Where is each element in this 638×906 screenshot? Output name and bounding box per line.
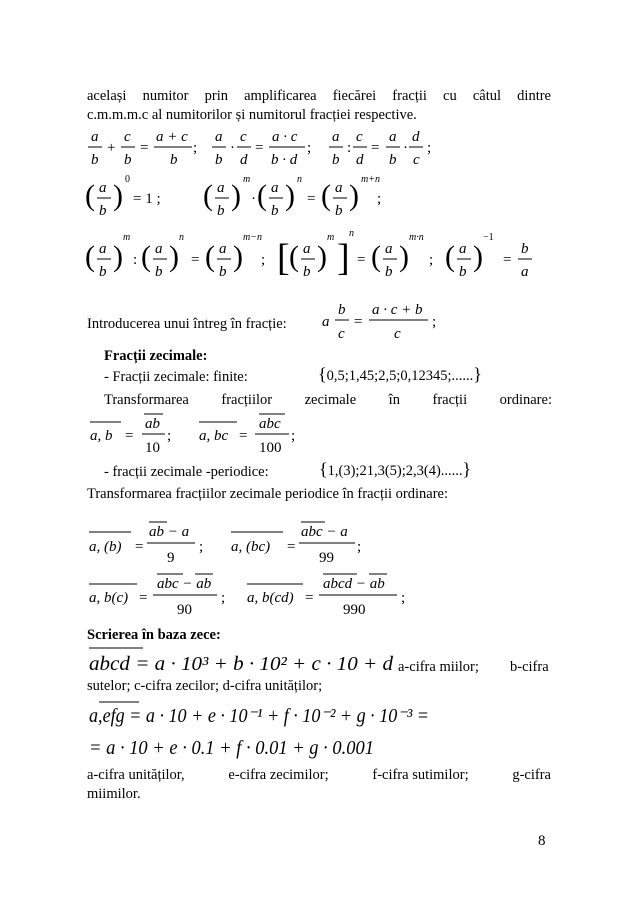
svg-text:·: · — [251, 191, 256, 207]
finite-label: - Fracții zecimale: finite: — [104, 369, 248, 385]
svg-text:(: ( — [85, 179, 95, 212]
svg-text:a: a — [303, 241, 311, 257]
svg-text:b · d: b · d — [271, 152, 298, 168]
svg-text:d: d — [356, 152, 364, 168]
svg-text:abc − ab: abc − ab — [157, 576, 212, 592]
svg-text:(: ( — [85, 240, 95, 273]
svg-text:[: [ — [277, 237, 290, 279]
svg-text:;: ; — [377, 191, 382, 207]
svg-text:a, b: a, b — [90, 428, 113, 444]
power-zero: 0 — [125, 174, 130, 185]
base10-desc-3: a-cifra unităților, e-cifra zecimilor; f-cifra sutimilor; g-cifra — [87, 767, 551, 783]
integer-in-fraction-expr — [320, 296, 440, 346]
periodic-label: - fracții zecimale -periodice: — [104, 464, 269, 480]
svg-text:): ) — [285, 179, 295, 212]
decimals-heading: Fracții zecimale: — [104, 348, 208, 364]
base10-expression — [87, 644, 397, 678]
svg-text:= 1 ;: = 1 ; — [133, 191, 161, 207]
decimal-expansion-expression-2 — [87, 732, 387, 762]
base10-desc-1a: a-cifra miilor; — [398, 659, 479, 675]
decimal-expansion-expression — [87, 696, 447, 730]
svg-text:n: n — [297, 174, 302, 185]
svg-text:(: ( — [257, 179, 267, 212]
svg-text:abc − a: abc − a — [301, 524, 348, 540]
svg-text:=: = — [287, 539, 296, 555]
svg-text:;: ; — [167, 428, 172, 444]
svg-text:b: b — [155, 264, 163, 280]
svg-text:b: b — [385, 264, 393, 280]
svg-text:=: = — [140, 140, 149, 156]
svg-text:): ) — [113, 179, 123, 212]
svg-text:ab: ab — [145, 416, 160, 432]
svg-text:a: a — [322, 314, 330, 330]
svg-text:a, b(c): a, b(c) — [89, 590, 129, 606]
svg-text:): ) — [113, 240, 123, 273]
svg-text:=: = — [125, 428, 134, 444]
svg-text:(: ( — [205, 240, 215, 273]
svg-text:b: b — [124, 152, 132, 168]
svg-text:=: = — [135, 539, 144, 555]
svg-text:m+n: m+n — [361, 174, 380, 185]
svg-text:abcd − ab: abcd − ab — [323, 576, 385, 592]
finite-set: {0,5;1,45;2,5;0,12345;......} — [318, 364, 482, 384]
svg-text:a: a — [459, 241, 467, 257]
svg-text:d: d — [412, 129, 420, 145]
fraction-operations — [85, 126, 445, 172]
svg-text:;: ; — [291, 428, 296, 444]
svg-text:;: ; — [357, 539, 362, 555]
svg-text:a: a — [271, 180, 279, 196]
svg-text:·: · — [403, 140, 408, 156]
intro-line-2: c.m.m.m.c al numitorilor și numitorul fracției respective. — [87, 107, 417, 123]
svg-text:b: b — [217, 203, 225, 219]
svg-text:a, b(cd): a, b(cd) — [247, 590, 294, 606]
svg-text:a: a — [99, 241, 107, 257]
svg-text:=: = — [354, 314, 363, 330]
base10-desc-2: sutelor; c-cifra zecilor; d-cifra unităților; — [87, 678, 323, 694]
svg-text:90: 90 — [177, 602, 192, 618]
svg-text:a: a — [335, 180, 343, 196]
svg-text:a: a — [99, 180, 107, 196]
svg-text:a · c + b: a · c + b — [372, 302, 423, 318]
periodic-expressions — [87, 518, 427, 628]
svg-text::: : — [133, 252, 138, 268]
svg-text:(: ( — [371, 240, 381, 273]
svg-text:b: b — [170, 152, 178, 168]
svg-text:a: a — [521, 264, 529, 280]
svg-text:b: b — [389, 152, 397, 168]
svg-text:a: a — [389, 129, 397, 145]
svg-text:=: = — [239, 428, 248, 444]
svg-text:990: 990 — [343, 602, 366, 618]
svg-text:b: b — [99, 203, 107, 219]
svg-text:b: b — [332, 152, 340, 168]
svg-text:100: 100 — [259, 440, 282, 456]
svg-text:b: b — [215, 152, 223, 168]
svg-text:=: = — [139, 590, 148, 606]
svg-text:m·n: m·n — [409, 232, 424, 243]
powers-row-2 — [85, 228, 555, 288]
svg-text:=: = — [307, 191, 316, 207]
svg-text:a: a — [385, 241, 393, 257]
svg-text:m−n: m−n — [243, 232, 262, 243]
svg-text:): ) — [231, 179, 241, 212]
svg-text:abcd = a · 10³ + b · 10² + c ·: abcd = a · 10³ + b · 10² + c · 10 + d — [89, 653, 395, 675]
svg-text:b: b — [271, 203, 279, 219]
svg-text:a, (bc): a, (bc) — [231, 539, 271, 555]
svg-text:=: = — [357, 252, 366, 268]
svg-text:a: a — [155, 241, 163, 257]
transform-line: Transformarea fracțiilor zecimale în fracții ordinare: — [104, 392, 552, 408]
svg-text:): ) — [349, 179, 359, 212]
svg-text:;: ; — [193, 140, 198, 156]
add-num-1: a — [91, 129, 99, 145]
svg-text:(: ( — [445, 240, 455, 273]
svg-text:a · c: a · c — [272, 129, 298, 145]
svg-text:a, (b): a, (b) — [89, 539, 122, 555]
svg-text:abc: abc — [259, 416, 281, 432]
svg-text:9: 9 — [167, 550, 175, 566]
svg-text:b: b — [459, 264, 467, 280]
integer-in-fraction-label: Introducerea unui întreg în fracție: — [87, 316, 287, 332]
svg-text:c: c — [356, 129, 363, 145]
svg-text:b: b — [521, 241, 529, 257]
svg-text:;: ; — [261, 252, 266, 268]
svg-text:−1: −1 — [483, 232, 494, 243]
svg-text:b: b — [303, 264, 311, 280]
svg-text:c: c — [394, 326, 401, 342]
svg-text:;: ; — [427, 140, 432, 156]
svg-text:c: c — [413, 152, 420, 168]
svg-text:c: c — [124, 129, 131, 145]
svg-text:·: · — [230, 140, 235, 156]
svg-text:a,efg = a · 10 + e · 10⁻¹ + f: a,efg = a · 10 + e · 10⁻¹ + f · 10⁻² + g · 10⁻³ = — [89, 705, 429, 727]
svg-text:;: ; — [432, 314, 437, 330]
svg-text:10: 10 — [145, 440, 160, 456]
add-den-1: b — [91, 152, 99, 168]
svg-text:b: b — [335, 203, 343, 219]
svg-text:;: ; — [221, 590, 226, 606]
svg-text:;: ; — [401, 590, 406, 606]
svg-text:b: b — [338, 302, 346, 318]
base10-desc-4: miimilor. — [87, 786, 141, 802]
svg-text:b: b — [219, 264, 227, 280]
svg-text:b: b — [99, 264, 107, 280]
svg-text:m: m — [243, 174, 251, 185]
svg-text:= a · 10 + e · 0.1 + f · 0.01: = a · 10 + e · 0.1 + f · 0.01 + g · 0.001 — [89, 737, 374, 759]
svg-text:(: ( — [203, 179, 213, 212]
svg-text:n: n — [349, 228, 354, 239]
svg-text:): ) — [399, 240, 409, 273]
page-number: 8 — [538, 833, 546, 849]
intro-line-1: același numitor prin amplificarea fiecărei fracții cu câtul dintre — [87, 88, 551, 104]
svg-text:;: ; — [199, 539, 204, 555]
svg-text:): ) — [473, 240, 483, 273]
svg-text:c: c — [338, 326, 345, 342]
svg-text:): ) — [317, 240, 327, 273]
svg-text:): ) — [169, 240, 179, 273]
powers-row-1 — [85, 172, 405, 222]
svg-text:ab − a: ab − a — [149, 524, 190, 540]
svg-text:(: ( — [141, 240, 151, 273]
svg-text:n: n — [179, 232, 184, 243]
svg-text:a, bc: a, bc — [199, 428, 229, 444]
svg-text:+: + — [107, 140, 116, 156]
svg-text:;: ; — [429, 252, 434, 268]
svg-text:(: ( — [321, 179, 331, 212]
svg-text:a: a — [217, 180, 225, 196]
svg-text:=: = — [503, 252, 512, 268]
svg-text:=: = — [191, 252, 200, 268]
add-num-sum: a + c — [156, 129, 188, 145]
finite-transform-expr — [87, 408, 327, 460]
svg-text:99: 99 — [319, 550, 334, 566]
svg-text::: : — [347, 140, 352, 156]
svg-text:=: = — [371, 140, 380, 156]
svg-text:a: a — [332, 129, 340, 145]
svg-text:m: m — [327, 232, 335, 243]
svg-text:c: c — [240, 129, 247, 145]
base10-heading: Scrierea în baza zece: — [87, 627, 221, 643]
periodic-transform-line: Transformarea fracțiilor zecimale periodice în fracții ordinare: — [87, 486, 448, 502]
svg-text:m: m — [123, 232, 131, 243]
svg-text:=: = — [305, 590, 314, 606]
svg-text:): ) — [233, 240, 243, 273]
svg-text:=: = — [255, 140, 264, 156]
base10-desc-1b: b-cifra — [510, 659, 549, 675]
svg-text:a: a — [215, 129, 223, 145]
svg-text:]: ] — [337, 237, 350, 279]
svg-text:d: d — [240, 152, 248, 168]
periodic-set: {1,(3);21,3(5);2,3(4)......} — [319, 459, 472, 479]
svg-text:;: ; — [307, 140, 312, 156]
svg-text:(: ( — [289, 240, 299, 273]
svg-text:a: a — [219, 241, 227, 257]
